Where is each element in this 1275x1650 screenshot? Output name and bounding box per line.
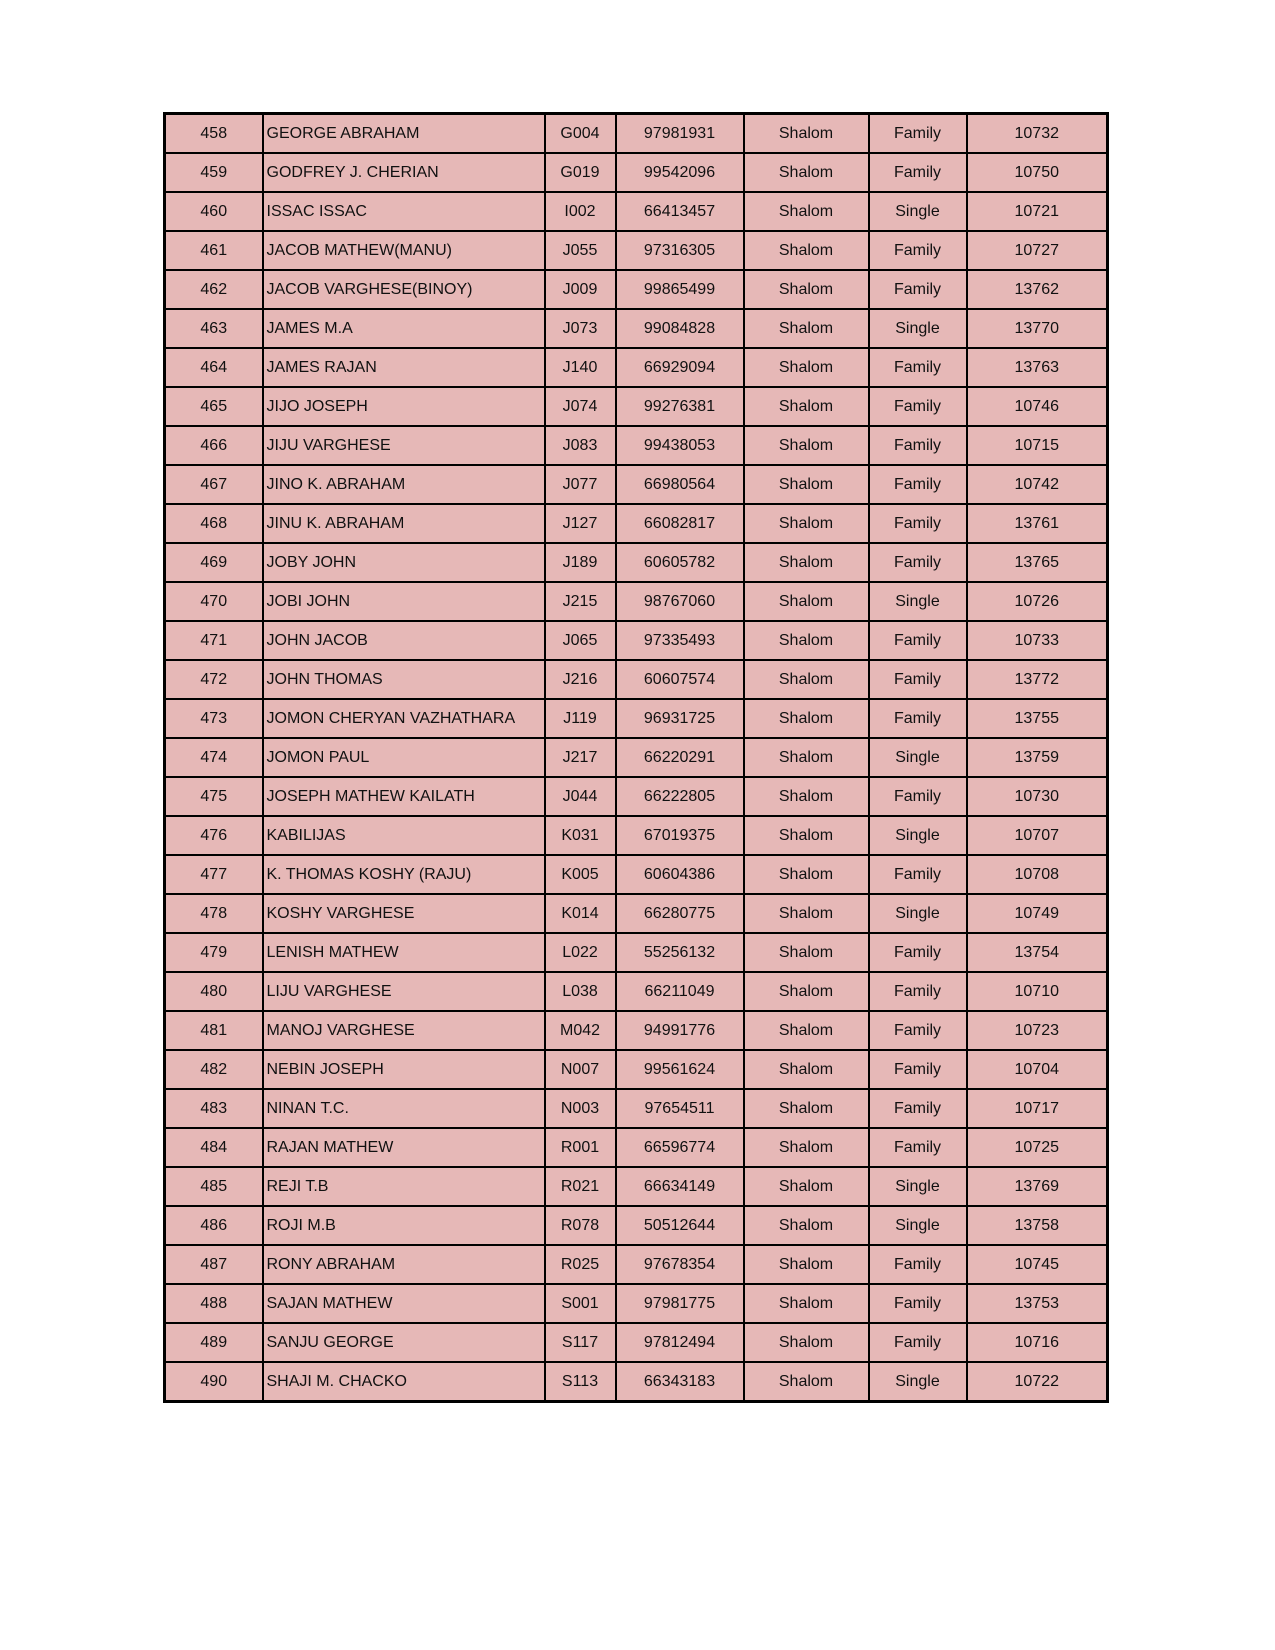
phone-number-cell: 66634149	[616, 1167, 744, 1206]
member-code-cell: J140	[545, 348, 616, 387]
table-row	[165, 777, 1108, 816]
table-row	[165, 309, 1108, 348]
table-row	[165, 1245, 1108, 1284]
member-name-cell: JIJU VARGHESE	[263, 426, 545, 465]
phone-number-cell: 96931725	[616, 699, 744, 738]
reference-number-cell: 13769	[967, 1167, 1108, 1206]
group-cell: Shalom	[744, 894, 869, 933]
group-cell: Shalom	[744, 348, 869, 387]
serial-number-cell: 486	[165, 1206, 263, 1245]
member-code-cell: G019	[545, 153, 616, 192]
table-row	[165, 1089, 1108, 1128]
membership-type-cell: Family	[869, 699, 967, 738]
table-row	[165, 114, 1108, 154]
membership-type-cell: Single	[869, 192, 967, 231]
phone-number-cell: 97316305	[616, 231, 744, 270]
reference-number-cell: 13762	[967, 270, 1108, 309]
reference-number-cell: 13754	[967, 933, 1108, 972]
reference-number-cell: 10742	[967, 465, 1108, 504]
member-code-cell: R025	[545, 1245, 616, 1284]
member-code-cell: K031	[545, 816, 616, 855]
reference-number-cell: 13772	[967, 660, 1108, 699]
member-name-cell: REJI T.B	[263, 1167, 545, 1206]
table-row	[165, 270, 1108, 309]
group-cell: Shalom	[744, 660, 869, 699]
serial-number-cell: 469	[165, 543, 263, 582]
serial-number-cell: 467	[165, 465, 263, 504]
phone-number-cell: 99438053	[616, 426, 744, 465]
table-row	[165, 699, 1108, 738]
table-row	[165, 738, 1108, 777]
member-name-cell: SAJAN MATHEW	[263, 1284, 545, 1323]
table-row	[165, 1167, 1108, 1206]
group-cell: Shalom	[744, 1284, 869, 1323]
member-code-cell: G004	[545, 114, 616, 154]
member-code-cell: L038	[545, 972, 616, 1011]
group-cell: Shalom	[744, 114, 869, 154]
membership-type-cell: Family	[869, 1011, 967, 1050]
table-row	[165, 1011, 1108, 1050]
membership-type-cell: Family	[869, 972, 967, 1011]
serial-number-cell: 458	[165, 114, 263, 154]
membership-type-cell: Family	[869, 1050, 967, 1089]
member-code-cell: N003	[545, 1089, 616, 1128]
table-row	[165, 1206, 1108, 1245]
table-row	[165, 1323, 1108, 1362]
phone-number-cell: 99084828	[616, 309, 744, 348]
phone-number-cell: 99542096	[616, 153, 744, 192]
membership-type-cell: Single	[869, 738, 967, 777]
phone-number-cell: 97812494	[616, 1323, 744, 1362]
phone-number-cell: 66343183	[616, 1362, 744, 1402]
member-code-cell: S001	[545, 1284, 616, 1323]
membership-type-cell: Single	[869, 1167, 967, 1206]
member-name-cell: SHAJI M. CHACKO	[263, 1362, 545, 1402]
reference-number-cell: 10725	[967, 1128, 1108, 1167]
group-cell: Shalom	[744, 1011, 869, 1050]
reference-number-cell: 10730	[967, 777, 1108, 816]
member-code-cell: J074	[545, 387, 616, 426]
member-code-cell: J055	[545, 231, 616, 270]
group-cell: Shalom	[744, 231, 869, 270]
member-code-cell: M042	[545, 1011, 616, 1050]
membership-type-cell: Single	[869, 894, 967, 933]
membership-type-cell: Family	[869, 465, 967, 504]
table-row	[165, 426, 1108, 465]
reference-number-cell: 10708	[967, 855, 1108, 894]
group-cell: Shalom	[744, 1245, 869, 1284]
member-name-cell: K. THOMAS KOSHY (RAJU)	[263, 855, 545, 894]
group-cell: Shalom	[744, 933, 869, 972]
table-row	[165, 660, 1108, 699]
phone-number-cell: 94991776	[616, 1011, 744, 1050]
member-code-cell: R078	[545, 1206, 616, 1245]
member-name-cell: LENISH MATHEW	[263, 933, 545, 972]
member-name-cell: JOHN THOMAS	[263, 660, 545, 699]
table-body	[165, 114, 1108, 1402]
member-code-cell: S113	[545, 1362, 616, 1402]
serial-number-cell: 472	[165, 660, 263, 699]
serial-number-cell: 474	[165, 738, 263, 777]
serial-number-cell: 484	[165, 1128, 263, 1167]
table-row	[165, 543, 1108, 582]
member-name-cell: JOSEPH MATHEW KAILATH	[263, 777, 545, 816]
membership-type-cell: Family	[869, 153, 967, 192]
member-code-cell: J127	[545, 504, 616, 543]
membership-type-cell: Family	[869, 387, 967, 426]
membership-type-cell: Family	[869, 1245, 967, 1284]
group-cell: Shalom	[744, 153, 869, 192]
reference-number-cell: 10732	[967, 114, 1108, 154]
member-name-cell: JOHN JACOB	[263, 621, 545, 660]
phone-number-cell: 66220291	[616, 738, 744, 777]
reference-number-cell: 10721	[967, 192, 1108, 231]
membership-type-cell: Family	[869, 1128, 967, 1167]
phone-number-cell: 66211049	[616, 972, 744, 1011]
phone-number-cell: 97678354	[616, 1245, 744, 1284]
membership-type-cell: Family	[869, 660, 967, 699]
phone-number-cell: 99865499	[616, 270, 744, 309]
table-row	[165, 894, 1108, 933]
member-code-cell: L022	[545, 933, 616, 972]
group-cell: Shalom	[744, 192, 869, 231]
member-name-cell: JAMES RAJAN	[263, 348, 545, 387]
member-code-cell: K014	[545, 894, 616, 933]
phone-number-cell: 98767060	[616, 582, 744, 621]
member-name-cell: RONY ABRAHAM	[263, 1245, 545, 1284]
serial-number-cell: 462	[165, 270, 263, 309]
member-code-cell: R001	[545, 1128, 616, 1167]
reference-number-cell: 10733	[967, 621, 1108, 660]
member-name-cell: ROJI M.B	[263, 1206, 545, 1245]
serial-number-cell: 487	[165, 1245, 263, 1284]
reference-number-cell: 13765	[967, 543, 1108, 582]
reference-number-cell: 10722	[967, 1362, 1108, 1402]
serial-number-cell: 488	[165, 1284, 263, 1323]
table-row	[165, 1050, 1108, 1089]
reference-number-cell: 10727	[967, 231, 1108, 270]
group-cell: Shalom	[744, 1167, 869, 1206]
table-row	[165, 816, 1108, 855]
group-cell: Shalom	[744, 465, 869, 504]
member-code-cell: J073	[545, 309, 616, 348]
reference-number-cell: 10749	[967, 894, 1108, 933]
membership-type-cell: Single	[869, 582, 967, 621]
group-cell: Shalom	[744, 621, 869, 660]
group-cell: Shalom	[744, 1050, 869, 1089]
membership-type-cell: Family	[869, 933, 967, 972]
reference-number-cell: 10704	[967, 1050, 1108, 1089]
serial-number-cell: 463	[165, 309, 263, 348]
serial-number-cell: 466	[165, 426, 263, 465]
reference-number-cell: 10716	[967, 1323, 1108, 1362]
member-name-cell: NINAN T.C.	[263, 1089, 545, 1128]
group-cell: Shalom	[744, 1206, 869, 1245]
phone-number-cell: 55256132	[616, 933, 744, 972]
group-cell: Shalom	[744, 1362, 869, 1402]
member-name-cell: JINO K. ABRAHAM	[263, 465, 545, 504]
phone-number-cell: 66222805	[616, 777, 744, 816]
member-code-cell: J083	[545, 426, 616, 465]
membership-type-cell: Family	[869, 231, 967, 270]
member-name-cell: JIJO JOSEPH	[263, 387, 545, 426]
serial-number-cell: 482	[165, 1050, 263, 1089]
reference-number-cell: 10707	[967, 816, 1108, 855]
reference-number-cell: 13763	[967, 348, 1108, 387]
reference-number-cell: 10726	[967, 582, 1108, 621]
group-cell: Shalom	[744, 387, 869, 426]
serial-number-cell: 470	[165, 582, 263, 621]
phone-number-cell: 66082817	[616, 504, 744, 543]
reference-number-cell: 10715	[967, 426, 1108, 465]
membership-type-cell: Family	[869, 504, 967, 543]
serial-number-cell: 480	[165, 972, 263, 1011]
phone-number-cell: 66280775	[616, 894, 744, 933]
group-cell: Shalom	[744, 738, 869, 777]
phone-number-cell: 60605782	[616, 543, 744, 582]
serial-number-cell: 471	[165, 621, 263, 660]
reference-number-cell: 10723	[967, 1011, 1108, 1050]
phone-number-cell: 67019375	[616, 816, 744, 855]
phone-number-cell: 97981931	[616, 114, 744, 154]
serial-number-cell: 481	[165, 1011, 263, 1050]
reference-number-cell: 10750	[967, 153, 1108, 192]
table-row	[165, 1128, 1108, 1167]
phone-number-cell: 99561624	[616, 1050, 744, 1089]
group-cell: Shalom	[744, 309, 869, 348]
reference-number-cell: 13759	[967, 738, 1108, 777]
member-code-cell: K005	[545, 855, 616, 894]
membership-type-cell: Single	[869, 1362, 967, 1402]
phone-number-cell: 60604386	[616, 855, 744, 894]
phone-number-cell: 50512644	[616, 1206, 744, 1245]
serial-number-cell: 468	[165, 504, 263, 543]
member-table	[163, 112, 1109, 1403]
membership-type-cell: Family	[869, 348, 967, 387]
serial-number-cell: 478	[165, 894, 263, 933]
table-row	[165, 465, 1108, 504]
membership-type-cell: Family	[869, 114, 967, 154]
table-row	[165, 504, 1108, 543]
member-name-cell: NEBIN JOSEPH	[263, 1050, 545, 1089]
member-name-cell: JOMON PAUL	[263, 738, 545, 777]
group-cell: Shalom	[744, 426, 869, 465]
member-code-cell: J044	[545, 777, 616, 816]
group-cell: Shalom	[744, 1128, 869, 1167]
member-code-cell: N007	[545, 1050, 616, 1089]
member-code-cell: I002	[545, 192, 616, 231]
membership-type-cell: Family	[869, 426, 967, 465]
group-cell: Shalom	[744, 582, 869, 621]
serial-number-cell: 483	[165, 1089, 263, 1128]
serial-number-cell: 473	[165, 699, 263, 738]
phone-number-cell: 60607574	[616, 660, 744, 699]
member-name-cell: GEORGE ABRAHAM	[263, 114, 545, 154]
reference-number-cell: 10746	[967, 387, 1108, 426]
table-row	[165, 192, 1108, 231]
membership-type-cell: Family	[869, 777, 967, 816]
membership-type-cell: Family	[869, 543, 967, 582]
reference-number-cell: 10745	[967, 1245, 1108, 1284]
serial-number-cell: 485	[165, 1167, 263, 1206]
member-code-cell: J119	[545, 699, 616, 738]
phone-number-cell: 97335493	[616, 621, 744, 660]
member-name-cell: JOBI JOHN	[263, 582, 545, 621]
member-code-cell: J077	[545, 465, 616, 504]
membership-type-cell: Family	[869, 621, 967, 660]
member-code-cell: J215	[545, 582, 616, 621]
serial-number-cell: 464	[165, 348, 263, 387]
reference-number-cell: 10710	[967, 972, 1108, 1011]
group-cell: Shalom	[744, 270, 869, 309]
serial-number-cell: 490	[165, 1362, 263, 1402]
serial-number-cell: 477	[165, 855, 263, 894]
member-name-cell: KOSHY VARGHESE	[263, 894, 545, 933]
member-name-cell: LIJU VARGHESE	[263, 972, 545, 1011]
membership-type-cell: Family	[869, 270, 967, 309]
group-cell: Shalom	[744, 816, 869, 855]
member-code-cell: R021	[545, 1167, 616, 1206]
serial-number-cell: 475	[165, 777, 263, 816]
serial-number-cell: 489	[165, 1323, 263, 1362]
member-code-cell: J216	[545, 660, 616, 699]
table-row	[165, 1284, 1108, 1323]
membership-type-cell: Single	[869, 816, 967, 855]
phone-number-cell: 97654511	[616, 1089, 744, 1128]
reference-number-cell: 13753	[967, 1284, 1108, 1323]
member-name-cell: JOMON CHERYAN VAZHATHARA	[263, 699, 545, 738]
membership-type-cell: Family	[869, 1284, 967, 1323]
group-cell: Shalom	[744, 543, 869, 582]
reference-number-cell: 13758	[967, 1206, 1108, 1245]
member-name-cell: SANJU GEORGE	[263, 1323, 545, 1362]
phone-number-cell: 66929094	[616, 348, 744, 387]
phone-number-cell: 66980564	[616, 465, 744, 504]
phone-number-cell: 97981775	[616, 1284, 744, 1323]
serial-number-cell: 476	[165, 816, 263, 855]
serial-number-cell: 465	[165, 387, 263, 426]
phone-number-cell: 99276381	[616, 387, 744, 426]
table-row	[165, 621, 1108, 660]
reference-number-cell: 13761	[967, 504, 1108, 543]
serial-number-cell: 460	[165, 192, 263, 231]
membership-type-cell: Family	[869, 855, 967, 894]
member-name-cell: RAJAN MATHEW	[263, 1128, 545, 1167]
serial-number-cell: 461	[165, 231, 263, 270]
table-row	[165, 231, 1108, 270]
member-name-cell: JINU K. ABRAHAM	[263, 504, 545, 543]
membership-type-cell: Family	[869, 1323, 967, 1362]
table-row	[165, 387, 1108, 426]
group-cell: Shalom	[744, 1323, 869, 1362]
member-name-cell: KABILIJAS	[263, 816, 545, 855]
group-cell: Shalom	[744, 1089, 869, 1128]
membership-type-cell: Single	[869, 309, 967, 348]
table-row	[165, 348, 1108, 387]
phone-number-cell: 66596774	[616, 1128, 744, 1167]
table-row	[165, 153, 1108, 192]
reference-number-cell: 13770	[967, 309, 1108, 348]
reference-number-cell: 13755	[967, 699, 1108, 738]
group-cell: Shalom	[744, 699, 869, 738]
member-name-cell: MANOJ VARGHESE	[263, 1011, 545, 1050]
membership-type-cell: Family	[869, 1089, 967, 1128]
table-row	[165, 582, 1108, 621]
member-name-cell: JACOB MATHEW(MANU)	[263, 231, 545, 270]
member-code-cell: S117	[545, 1323, 616, 1362]
member-code-cell: J009	[545, 270, 616, 309]
serial-number-cell: 459	[165, 153, 263, 192]
reference-number-cell: 10717	[967, 1089, 1108, 1128]
member-name-cell: JACOB VARGHESE(BINOY)	[263, 270, 545, 309]
table-row	[165, 972, 1108, 1011]
phone-number-cell: 66413457	[616, 192, 744, 231]
member-code-cell: J065	[545, 621, 616, 660]
group-cell: Shalom	[744, 855, 869, 894]
group-cell: Shalom	[744, 972, 869, 1011]
member-name-cell: GODFREY J. CHERIAN	[263, 153, 545, 192]
serial-number-cell: 479	[165, 933, 263, 972]
group-cell: Shalom	[744, 504, 869, 543]
member-code-cell: J217	[545, 738, 616, 777]
member-name-cell: JAMES M.A	[263, 309, 545, 348]
member-name-cell: ISSAC ISSAC	[263, 192, 545, 231]
table-row	[165, 933, 1108, 972]
group-cell: Shalom	[744, 777, 869, 816]
table-row	[165, 1362, 1108, 1402]
membership-type-cell: Single	[869, 1206, 967, 1245]
member-code-cell: J189	[545, 543, 616, 582]
table-row	[165, 855, 1108, 894]
member-name-cell: JOBY JOHN	[263, 543, 545, 582]
